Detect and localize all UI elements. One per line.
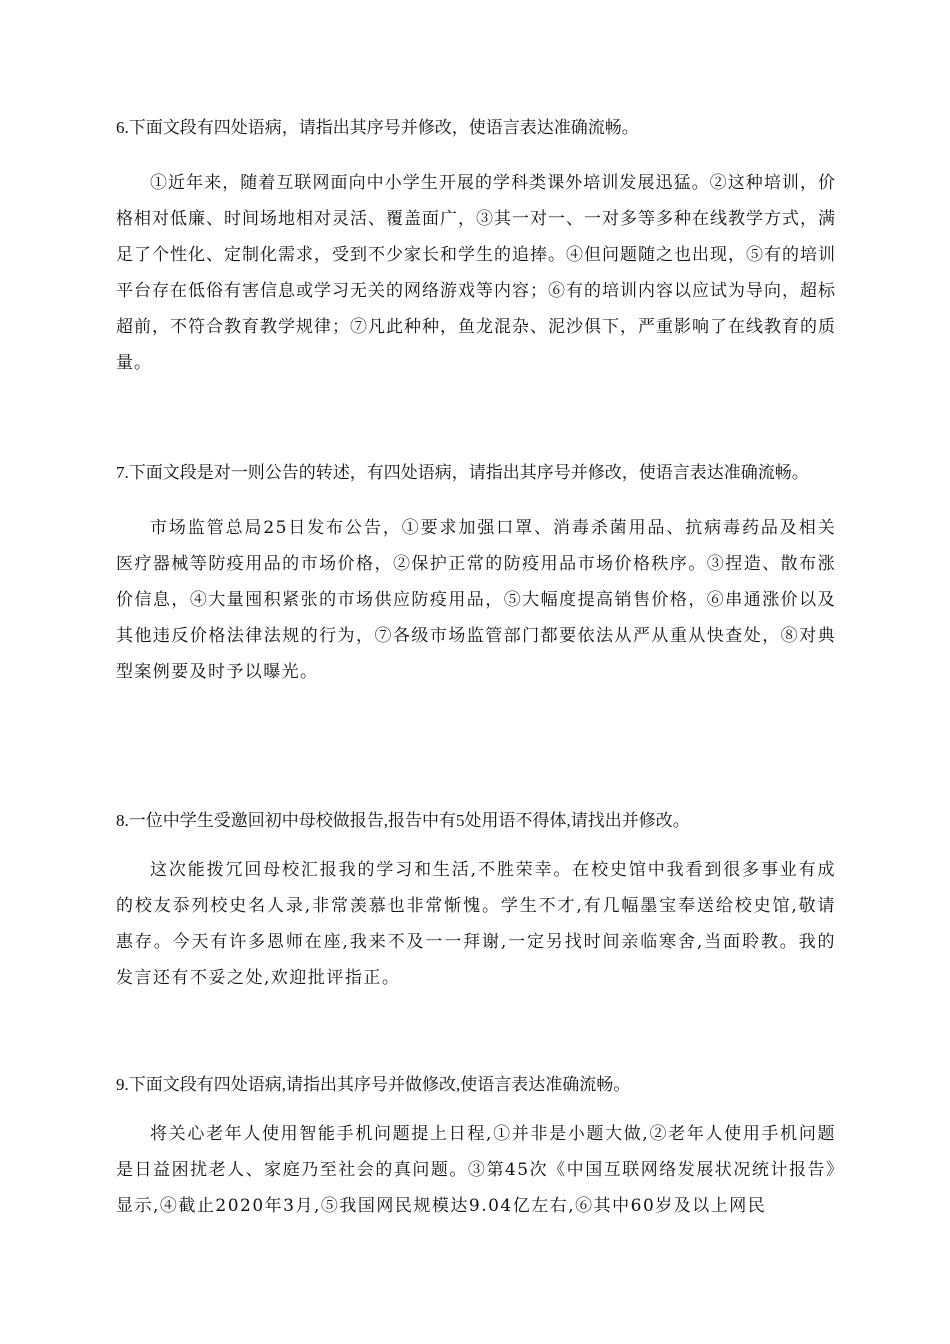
- question-title: 7.下面文段是对一则公告的转述，有四处语病，请指出其序号并修改，使语言表达准确流畅。: [116, 463, 809, 482]
- question-title: 9.下面文段有四处语病,请指出其序号并做修改,使语言表达准确流畅。: [116, 1075, 631, 1094]
- question-9: [116, 1067, 836, 1224]
- question-passage: 将关心老年人使用智能手机问题提上日程,①并非是小题大做,②老年人使用手机问题是日益困扰老人、家庭乃至社会的真问题。③第45次《中国互联网络发展状况统计报告》显示,④截止2020年3月,⑤我国网民规模达9.04亿左右,⑥其中60岁及以上网民: [116, 1124, 836, 1216]
- question-6: [116, 110, 836, 381]
- question-passage: 这次能拨冗回母校汇报我的学习和生活,不胜荣幸。在校史馆中我看到很多事业有成的校友忝列校史名人录,非常羡慕也非常惭愧。学生不才,有几幅墨宝奉送给校史馆,敬请惠存。今天有许多恩师在座,我来不及一一拜谢,一定另找时间亲临寒舍,当面聆教。我的发言还有不妥之处,欢迎批评指正。: [116, 860, 836, 988]
- question-7: [116, 455, 836, 690]
- question-title: 6.下面文段有四处语病，请指出其序号并修改，使语言表达准确流畅。: [116, 118, 639, 137]
- question-passage: 市场监管总局25日发布公告，①要求加强口罩、消毒杀菌用品、抗病毒药品及相关医疗器械等防疫用品的市场价格，②保护正常的防疫用品市场价格秩序。③捏造、散布涨价信息，④大量囤积紧张的市场供应防疫用品，⑤大幅度提高销售价格，⑥串通涨价以及其他违反价格法律法规的行为，⑦各级市场监管部门都要依法从严从重从快查处，⑧对典型案例要及时予以曝光。: [116, 518, 836, 682]
- question-title: 8.一位中学生受邀回初中母校做报告,报告中有5处用语不得体,请找出并修改。: [116, 811, 690, 830]
- question-passage: ①近年来，随着互联网面向中小学生开展的学科类课外培训发展迅猛。②这种培训，价格相对低廉、时间场地相对灵活、覆盖面广，③其一对一、一对多等多种在线教学方式，满足了个性化、定制化需求，受到不少家长和学生的追捧。④但问题随之也出现，⑤有的培训平台存在低俗有害信息或学习无关的网络游戏等内容；⑥有的培训内容以应试为导向，超标超前，不符合教育教学规律；⑦凡此种种，鱼龙混杂、泥沙俱下，严重影响了在线教育的质量。: [116, 173, 836, 373]
- question-8: [116, 803, 836, 996]
